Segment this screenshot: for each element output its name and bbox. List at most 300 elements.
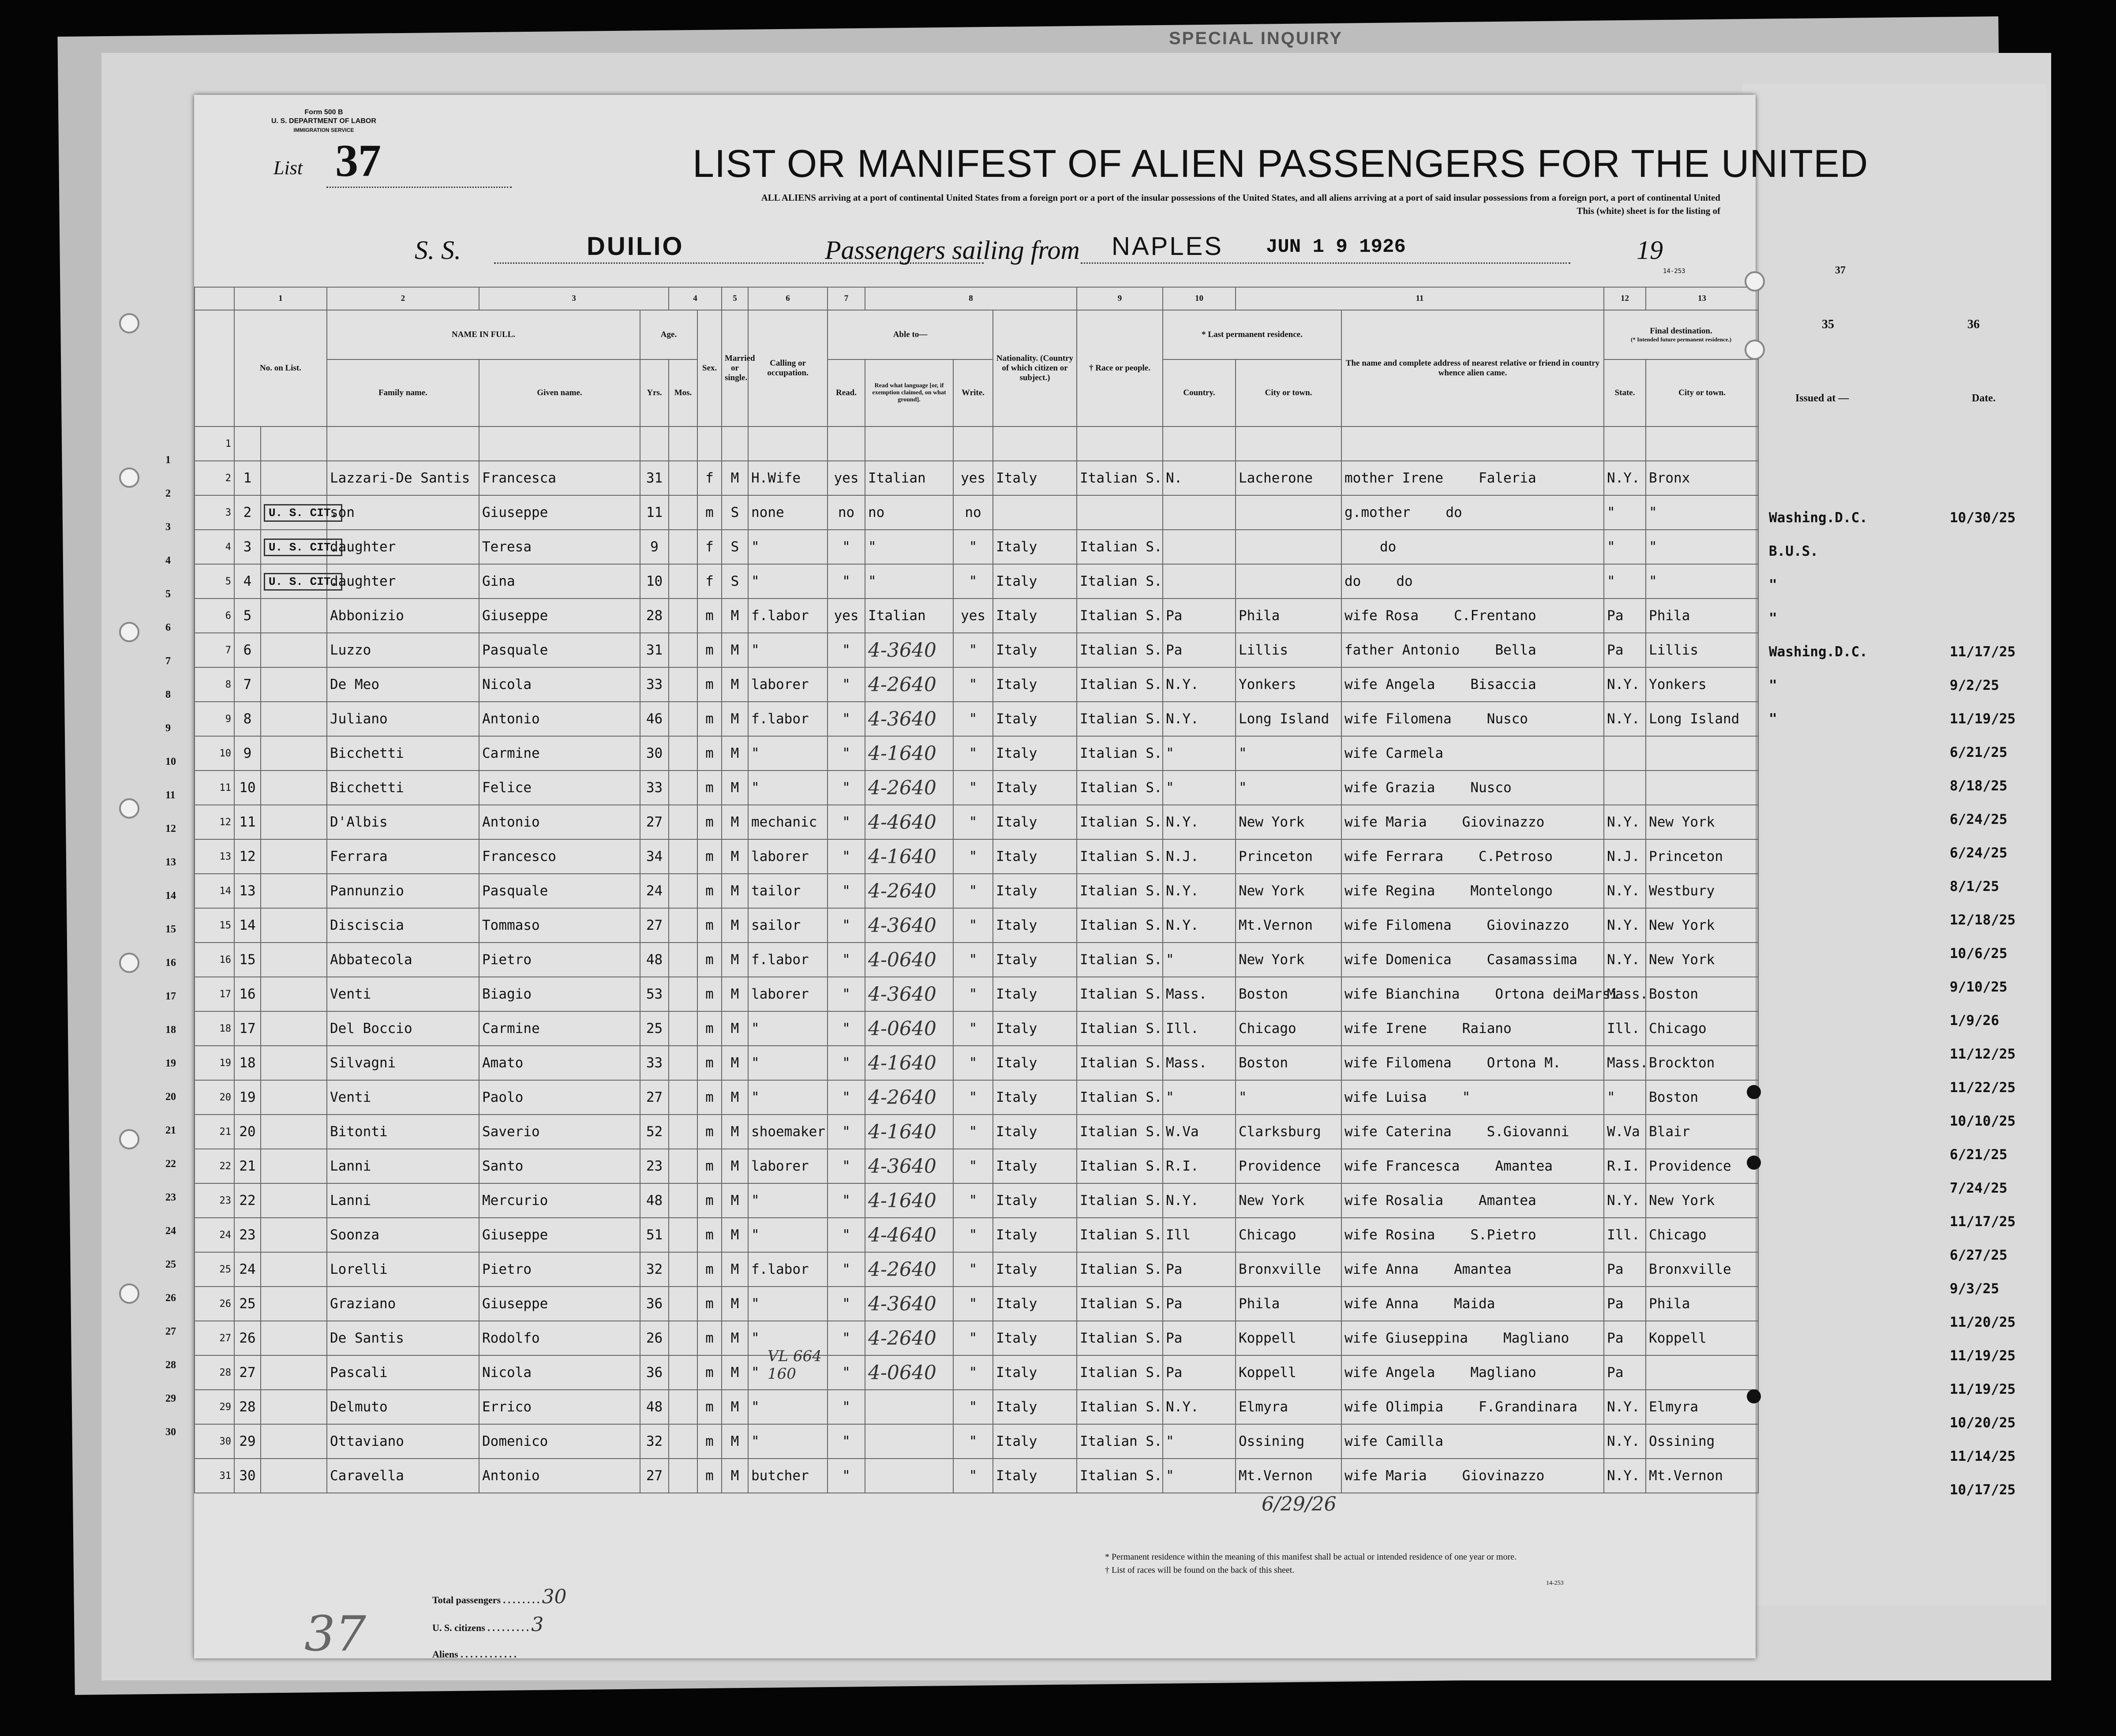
nationality-cell: Italy — [993, 874, 1077, 908]
country-cell: N.Y. — [1163, 1390, 1236, 1424]
relative-town: do — [1396, 573, 1413, 589]
sex-cell: m — [697, 702, 722, 736]
age-yrs-cell: 33 — [640, 771, 669, 805]
country-cell: Mass. — [1163, 977, 1236, 1011]
sex-cell: m — [697, 1218, 722, 1252]
read-language-cell — [865, 1287, 953, 1321]
age-mos-cell — [669, 633, 697, 667]
head-tax-cell — [261, 1252, 327, 1287]
given-name-cell: Carmine — [479, 736, 640, 771]
city-cell: Koppell — [1236, 1321, 1341, 1355]
dest-city-cell — [1646, 771, 1758, 805]
relative-town: do — [1380, 539, 1397, 555]
issued-at-entry: B.U.S. — [1769, 543, 1818, 559]
dest-city-cell: Boston — [1646, 977, 1758, 1011]
list-number: 37 — [335, 135, 381, 186]
state-cell: N.Y. — [1604, 1183, 1646, 1218]
age-header: Age. — [640, 310, 697, 359]
dest-city-cell: Elmyra — [1646, 1390, 1758, 1424]
dest-city-cell: New York — [1646, 943, 1758, 977]
read-cell: " — [828, 1218, 865, 1252]
write-cell: " — [953, 1321, 993, 1355]
race-cell: Italian S. — [1077, 943, 1163, 977]
list-number-cell: 24 — [234, 1252, 261, 1287]
age-yrs-cell: 31 — [640, 461, 669, 495]
table-row — [195, 461, 1758, 495]
write-cell: " — [953, 977, 993, 1011]
nationality-cell: Italy — [993, 1390, 1077, 1424]
margin-line-number: 28 — [165, 1359, 176, 1371]
list-number-cell: 16 — [234, 977, 261, 1011]
country-cell: Pa — [1163, 1252, 1236, 1287]
read-cell: " — [828, 1424, 865, 1459]
given-name-cell: Giuseppe — [479, 1287, 640, 1321]
relative-town: S.Giovanni — [1487, 1124, 1569, 1140]
family-name-cell: Lazzari-De Santis — [327, 461, 479, 495]
subtitle — [379, 191, 1720, 217]
write-cell: " — [953, 1355, 993, 1390]
write-cell: " — [953, 1183, 993, 1218]
line-number: 22 — [195, 1149, 234, 1183]
state-cell: N.Y. — [1604, 1459, 1646, 1493]
col-number-6: 6 — [748, 287, 828, 310]
manifest-table — [194, 287, 1759, 1493]
sex-cell: m — [697, 495, 722, 530]
line-number: 11 — [195, 771, 234, 805]
nationality-cell: Italy — [993, 564, 1077, 599]
age-yrs-cell: 36 — [640, 1355, 669, 1390]
family-name-cell: Delmuto — [327, 1390, 479, 1424]
city-cell: Lacherone — [1236, 461, 1341, 495]
city-cell: Clarksburg — [1236, 1115, 1341, 1149]
relative-cell — [1341, 839, 1604, 874]
col-number-blank — [195, 287, 234, 310]
family-name-cell: Soonza — [327, 1218, 479, 1252]
date-entry: 6/21/25 — [1950, 745, 2007, 760]
relative-cell — [1341, 805, 1604, 839]
totals-block: Total passengers . . . . . . . . 30 U. S. citizens . . . . . . . . . 3 Aliens . . . . . . . . . . . . — [432, 1586, 567, 1660]
sex-cell: m — [697, 1424, 722, 1459]
family-name-cell: Bicchetti — [327, 771, 479, 805]
date-entry: 11/12/25 — [1950, 1046, 2016, 1062]
date-entry: 6/27/25 — [1950, 1247, 2007, 1263]
state-cell: N.Y. — [1604, 874, 1646, 908]
state-cell: N.Y. — [1604, 667, 1646, 702]
margin-line-number: 21 — [165, 1125, 176, 1136]
empty-cell — [722, 427, 748, 461]
back-sheet-header: SPECIAL INQUIRY — [1169, 29, 1343, 48]
read-cell: " — [828, 1355, 865, 1390]
relative-cell — [1341, 633, 1604, 667]
sex-cell: m — [697, 943, 722, 977]
line-number: 20 — [195, 1080, 234, 1115]
age-yrs-cell: 27 — [640, 1459, 669, 1493]
total-passengers-value: 30 — [542, 1586, 567, 1608]
head-tax-cell — [261, 1390, 327, 1424]
date-entry: 10/20/25 — [1950, 1415, 2016, 1431]
handwritten-code: 4-0640 — [868, 1017, 936, 1040]
binder-dot — [1747, 1085, 1761, 1099]
issued-at-entry: " — [1769, 711, 1777, 727]
dest-city-cell: Long Island — [1646, 702, 1758, 736]
list-number-cell: 22 — [234, 1183, 261, 1218]
read-language-cell — [865, 1424, 953, 1459]
relative-cell — [1341, 1355, 1604, 1390]
read-language-cell — [865, 1390, 953, 1424]
dest-city-cell: New York — [1646, 1183, 1758, 1218]
calling-cell: f.labor — [748, 702, 828, 736]
age-mos-cell — [669, 1011, 697, 1046]
empty-cell — [327, 427, 479, 461]
calling-cell: tailor — [748, 874, 828, 908]
read-language-cell — [865, 1149, 953, 1183]
age-yrs-cell: 32 — [640, 1424, 669, 1459]
race-cell: Italian S. — [1077, 1183, 1163, 1218]
list-number-cell: 14 — [234, 908, 261, 943]
age-yrs-cell: 25 — [640, 1011, 669, 1046]
city-cell: Long Island — [1236, 702, 1341, 736]
relative-cell — [1341, 702, 1604, 736]
read-cell: " — [828, 771, 865, 805]
issued-at-header: Issued at — — [1795, 393, 1849, 404]
issued-at-entry: " — [1769, 577, 1777, 593]
family-name-cell: Disciscia — [327, 908, 479, 943]
race-cell: Italian S. — [1077, 1046, 1163, 1080]
country-cell: W.Va — [1163, 1115, 1236, 1149]
relative-cell — [1341, 1080, 1604, 1115]
country-cell: Pa — [1163, 1287, 1236, 1321]
nationality-cell: Italy — [993, 1011, 1077, 1046]
margin-line-number: 18 — [165, 1024, 176, 1036]
line-number: 14 — [195, 874, 234, 908]
dest-city-cell: " — [1646, 530, 1758, 564]
city-cell — [1236, 564, 1341, 599]
state-cell: N.Y. — [1604, 943, 1646, 977]
given-name-cell: Domenico — [479, 1424, 640, 1459]
dest-city-cell: Phila — [1646, 1287, 1758, 1321]
family-name-cell: Abbatecola — [327, 943, 479, 977]
state-cell: Pa — [1604, 599, 1646, 633]
read-language-cell: " — [865, 564, 953, 599]
write-cell: " — [953, 1390, 993, 1424]
sex-cell: f — [697, 530, 722, 564]
head-tax-cell — [261, 530, 338, 564]
line-number: 7 — [195, 633, 234, 667]
race-cell: Italian S. — [1077, 461, 1163, 495]
read-cell: yes — [828, 461, 865, 495]
calling-cell: " — [748, 1424, 828, 1459]
table-row — [195, 1011, 1758, 1046]
list-number-cell: 30 — [234, 1459, 261, 1493]
handwritten-code: 4-0640 — [868, 948, 936, 971]
race-cell: Italian S. — [1077, 599, 1163, 633]
marital-cell: M — [722, 667, 748, 702]
handwritten-code: 4-1640 — [868, 1120, 936, 1143]
table-row — [195, 1218, 1758, 1252]
right-continuation-sheet — [1742, 84, 2047, 1605]
age-yrs-cell: 48 — [640, 943, 669, 977]
list-number-cell: 19 — [234, 1080, 261, 1115]
state-cell — [1604, 771, 1646, 805]
marital-cell: S — [722, 495, 748, 530]
relative-town: " — [1462, 1089, 1471, 1105]
margin-line-number: 20 — [165, 1091, 176, 1103]
relative-town: Nusco — [1470, 780, 1512, 796]
write-cell: " — [953, 1424, 993, 1459]
relative-cell — [1341, 564, 1604, 599]
date-stamp: JUN 1 9 1926 — [1266, 236, 1406, 258]
state-cell: Ill. — [1604, 1218, 1646, 1252]
sex-header: Sex. — [697, 310, 722, 427]
line-number: 21 — [195, 1115, 234, 1149]
marital-cell: M — [722, 1252, 748, 1287]
dest-city-cell: Lillis — [1646, 633, 1758, 667]
state-cell: Pa — [1604, 633, 1646, 667]
handwritten-code: 4-1640 — [868, 742, 936, 765]
relative-cell — [1341, 495, 1604, 530]
relative-town: Faleria — [1478, 470, 1536, 486]
table-row — [195, 1115, 1758, 1149]
age-mos-cell — [669, 1390, 697, 1424]
read-language-cell — [865, 1355, 953, 1390]
margin-line-number: 17 — [165, 991, 176, 1002]
line-number: 8 — [195, 667, 234, 702]
head-tax-cell — [261, 736, 327, 771]
family-name-cell: Juliano — [327, 702, 479, 736]
line-number: 6 — [195, 599, 234, 633]
read-language-cell — [865, 1459, 953, 1493]
country-cell — [1163, 530, 1236, 564]
handwritten-code: 4-2640 — [868, 1327, 936, 1350]
passenger-rows — [195, 427, 1758, 1493]
given-name-cell: Antonio — [479, 805, 640, 839]
empty-cell — [479, 427, 640, 461]
marital-cell: M — [722, 1115, 748, 1149]
write-cell: " — [953, 839, 993, 874]
dest-city-cell: Ossining — [1646, 1424, 1758, 1459]
read-language-cell — [865, 1252, 953, 1287]
punch-hole — [1745, 271, 1765, 292]
table-row — [195, 943, 1758, 977]
head-tax-cell — [261, 977, 327, 1011]
footnote-code: 14-253 — [1546, 1580, 1564, 1586]
write-cell: " — [953, 1115, 993, 1149]
relative-cell — [1341, 736, 1604, 771]
margin-line-number: 15 — [165, 924, 176, 935]
date-entry: 6/21/25 — [1950, 1147, 2007, 1163]
list-number-cell: 3 — [234, 530, 261, 564]
binder-dot — [1747, 1389, 1761, 1403]
head-tax-cell — [261, 564, 338, 599]
age-mos-cell — [669, 874, 697, 908]
date-entry: 11/19/25 — [1950, 1348, 2016, 1364]
read-language-cell — [865, 1183, 953, 1218]
given-name-cell: Francesco — [479, 839, 640, 874]
relative-town: Nusco — [1487, 711, 1528, 727]
read-language-cell — [865, 874, 953, 908]
relative-cell — [1341, 977, 1619, 1011]
margin-line-number: 19 — [165, 1058, 176, 1069]
read-cell: " — [828, 1287, 865, 1321]
calling-cell: f.labor — [748, 943, 828, 977]
line-number: 3 — [195, 495, 234, 530]
head-tax-cell — [261, 839, 327, 874]
race-cell: Italian S. — [1077, 874, 1163, 908]
relative-name: mother Irene — [1345, 470, 1443, 486]
relative-town: Casamassima — [1487, 952, 1577, 968]
race-cell: Italian S. — [1077, 1390, 1163, 1424]
calling-cell: f.labor — [748, 1252, 828, 1287]
state-cell: N.Y. — [1604, 908, 1646, 943]
list-number-cell: 9 — [234, 736, 261, 771]
marital-cell: M — [722, 1355, 748, 1390]
line-number: 4 — [195, 530, 234, 564]
read-language-cell — [865, 1218, 953, 1252]
date-entry: 8/18/25 — [1950, 778, 2007, 794]
sex-cell: m — [697, 977, 722, 1011]
sex-cell: m — [697, 771, 722, 805]
age-mos-cell — [669, 977, 697, 1011]
state-cell: N.Y. — [1604, 805, 1646, 839]
race-cell: Italian S. — [1077, 1355, 1163, 1390]
header-row-1 — [195, 310, 1758, 359]
form-header — [271, 108, 376, 135]
vl-annotation — [768, 1347, 822, 1383]
read-cell: no — [828, 495, 865, 530]
read-language-cell: Italian — [865, 599, 953, 633]
line-number: 23 — [195, 1183, 234, 1218]
handwritten-code: 4-1640 — [868, 1051, 936, 1074]
line-number: 19 — [195, 1046, 234, 1080]
state-cell: " — [1604, 1080, 1646, 1115]
read-language-cell: " — [865, 530, 953, 564]
form-code-top: 14-253 — [1663, 268, 1685, 275]
empty-cell — [953, 427, 993, 461]
age-mos-cell — [669, 495, 697, 530]
final-dest-label: Final destination. — [1650, 326, 1712, 336]
list-number-cell: 23 — [234, 1218, 261, 1252]
nationality-cell: Italy — [993, 1080, 1077, 1115]
line-number: 13 — [195, 839, 234, 874]
head-tax-cell — [261, 1459, 327, 1493]
line-number: 24 — [195, 1218, 234, 1252]
read-language-cell — [865, 1321, 953, 1355]
relative-name: father Antonio — [1345, 642, 1460, 658]
race-cell: Italian S. — [1077, 564, 1163, 599]
handwritten-code: 4-3640 — [868, 983, 936, 1006]
nationality-cell: Italy — [993, 736, 1077, 771]
list-number-cell: 13 — [234, 874, 261, 908]
line-number: 2 — [195, 461, 234, 495]
age-yrs-cell: 32 — [640, 1252, 669, 1287]
list-label: List — [273, 157, 303, 179]
calling-cell: " — [748, 530, 828, 564]
sex-cell: m — [697, 1080, 722, 1115]
calling-cell: " — [748, 1080, 828, 1115]
list-number-cell: 26 — [234, 1321, 261, 1355]
country-cell: N.Y. — [1163, 874, 1236, 908]
relative-name: wife Angela — [1345, 677, 1435, 692]
state-cell: Mass. — [1604, 977, 1646, 1011]
dest-city-header: City or town. — [1646, 359, 1758, 427]
sex-cell: m — [697, 1287, 722, 1321]
race-cell: Italian S. — [1077, 736, 1163, 771]
state-cell: Pa — [1604, 1321, 1646, 1355]
write-cell: " — [953, 874, 993, 908]
dest-city-cell: Bronx — [1646, 461, 1758, 495]
nationality-cell: Italy — [993, 1183, 1077, 1218]
relative-cell — [1341, 1183, 1604, 1218]
calling-cell: " — [748, 1355, 828, 1390]
age-yrs-cell: 51 — [640, 1218, 669, 1252]
age-yrs-cell: 26 — [640, 1321, 669, 1355]
calling-cell: " — [748, 736, 828, 771]
given-name-cell: Giuseppe — [479, 1218, 640, 1252]
date-entry: 11/14/25 — [1950, 1448, 2016, 1464]
col-36-number: 36 — [1967, 318, 1980, 331]
issued-at-entry: " — [1769, 610, 1777, 626]
age-yrs-cell: 31 — [640, 633, 669, 667]
margin-line-number: 23 — [165, 1192, 176, 1203]
race-cell: Italian S. — [1077, 1287, 1163, 1321]
handwritten-code: 4-0640 — [868, 1361, 936, 1384]
list-underline — [326, 187, 512, 188]
read-cell: " — [828, 1183, 865, 1218]
line-number: 15 — [195, 908, 234, 943]
read-cell: " — [828, 908, 865, 943]
handwritten-code: 4-3640 — [868, 1155, 936, 1178]
age-yrs-cell: 52 — [640, 1115, 669, 1149]
margin-line-number: 16 — [165, 957, 176, 969]
read-cell: " — [828, 1011, 865, 1046]
line-number: 26 — [195, 1287, 234, 1321]
dest-city-cell: Chicago — [1646, 1011, 1758, 1046]
nationality-cell: Italy — [993, 1321, 1077, 1355]
date-entry: 9/3/25 — [1950, 1281, 1999, 1297]
race-cell: Italian S. — [1077, 839, 1163, 874]
race-cell — [1077, 495, 1163, 530]
nationality-cell: Italy — [993, 943, 1077, 977]
margin-line-number: 9 — [165, 722, 171, 734]
head-tax-cell — [261, 1218, 327, 1252]
calling-cell: butcher — [748, 1459, 828, 1493]
table-row — [195, 1149, 1758, 1183]
port-underline — [1081, 262, 1570, 264]
marital-cell: M — [722, 702, 748, 736]
country-cell: N.J. — [1163, 839, 1236, 874]
list-number-cell: 15 — [234, 943, 261, 977]
city-cell: " — [1236, 771, 1341, 805]
dest-city-cell: Koppell — [1646, 1321, 1758, 1355]
table-row — [195, 874, 1758, 908]
relative-town: Amantea — [1454, 1261, 1512, 1277]
margin-line-number: 24 — [165, 1225, 176, 1237]
read-language-cell — [865, 702, 953, 736]
margin-line-number: 12 — [165, 823, 176, 834]
head-tax-cell — [261, 1321, 327, 1355]
signoff-date: 6/29/26 — [1262, 1493, 1337, 1515]
age-yrs-cell: 11 — [640, 495, 669, 530]
write-cell: " — [953, 1252, 993, 1287]
marital-cell: M — [722, 1287, 748, 1321]
col-number-8: 8 — [865, 287, 1077, 310]
race-cell: Italian S. — [1077, 1080, 1163, 1115]
line-number: 12 — [195, 805, 234, 839]
given-name-cell: Antonio — [479, 702, 640, 736]
table-row — [195, 771, 1758, 805]
handwritten-code: 4-4640 — [868, 1223, 936, 1246]
family-name-cell: Lorelli — [327, 1252, 479, 1287]
